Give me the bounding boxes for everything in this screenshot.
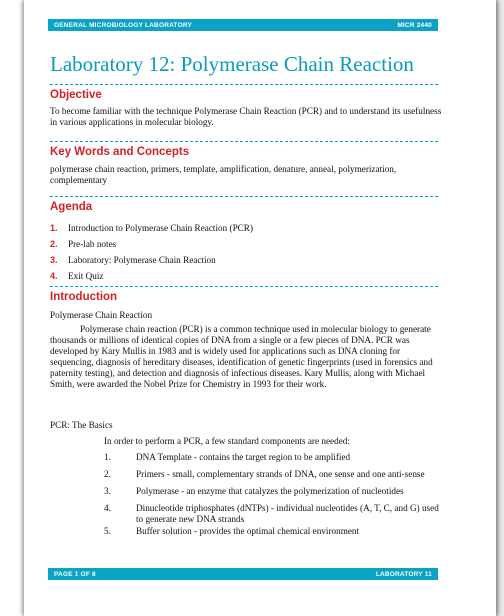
objective-heading: Objective <box>50 89 102 101</box>
list-item <box>50 252 253 268</box>
introduction-paragraph: Polymerase chain reaction (PCR) is a common technique used in molecular biology to generate thousands or millions of identical copies of DNA from a single or a few pieces of DNA. PCR was developed by Kary Mullis in 1983 and is widely used for applications such as DNA cloning for sequencing, diagnosis of hereditary diseases, identification of genetic fingerprints (used in forensics and paternity testing), and detection and diagnosis of infectious diseases. Kary Mullis, along with Michael Smith, were awarded the Nobel Prize for Chemistry in 1993 for their work. <box>50 324 433 389</box>
list-text: Primers - small, complementary strands of DNA, one sense and one anti-sense <box>136 469 425 479</box>
list-number: 2. <box>104 469 111 479</box>
agenda-list <box>50 220 253 284</box>
list-number: 3. <box>50 255 58 265</box>
list-number: 3. <box>104 486 111 496</box>
divider <box>50 141 438 142</box>
list-text: Buffer solution - provides the optimal chemical environment <box>136 526 360 536</box>
list-text: Dinucleotide triphosphates (dNTPs) - individual nucleotides (A, T, C, and G) used to generate new DNA strands <box>136 503 439 524</box>
list-item <box>50 220 253 236</box>
divider <box>50 196 438 197</box>
list-number: 2. <box>50 239 58 249</box>
introduction-subheading: Polymerase Chain Reaction <box>50 310 153 320</box>
list-label: Introduction to Polymerase Chain Reaction (PCR) <box>68 223 253 233</box>
list-item <box>104 526 446 540</box>
list-number: 4. <box>104 503 111 513</box>
list-item <box>104 452 446 469</box>
page-header-bar <box>48 19 438 31</box>
list-number: 4. <box>50 271 58 281</box>
introduction-heading: Introduction <box>50 291 118 303</box>
components-list <box>104 452 446 540</box>
list-item <box>50 236 253 252</box>
footer-lab-number: LABORATORY 11 <box>375 570 432 578</box>
list-number: 5. <box>104 526 111 536</box>
list-number: 1. <box>50 223 58 233</box>
keywords-heading: Key Words and Concepts <box>50 146 190 158</box>
list-item <box>104 503 446 526</box>
list-item <box>104 486 446 503</box>
basics-intro: In order to perform a PCR, a few standard components are needed: <box>104 436 350 446</box>
keywords-text: polymerase chain reaction, primers, template, amplification, denature, anneal, polymerization, complementary <box>50 164 397 185</box>
list-item <box>50 268 253 284</box>
divider <box>50 286 438 287</box>
agenda-heading: Agenda <box>50 201 93 213</box>
list-label: Exit Quiz <box>68 271 104 281</box>
footer-page-number: PAGE 1 OF 8 <box>54 570 96 578</box>
header-course-code: MICR 2440 <box>397 21 432 29</box>
list-text: DNA Template - contains the target region to be amplified <box>136 452 351 462</box>
basics-heading: PCR: The Basics <box>50 420 113 430</box>
list-label: Laboratory: Polymerase Chain Reaction <box>68 255 216 265</box>
header-course-title: GENERAL MICROBIOLOGY LABORATORY <box>54 21 193 29</box>
list-item <box>104 469 446 486</box>
list-label: Pre-lab notes <box>68 239 117 249</box>
divider <box>50 84 438 85</box>
list-text: Polymerase - an enzyme that catalyzes the polymerization of nucleotides <box>136 486 404 496</box>
objective-text: To become familiar with the technique Polymerase Chain Reaction (PCR) and to understand its usefulness in various applications in molecular biology. <box>50 106 442 127</box>
document-sheet <box>24 0 496 616</box>
page-title: Laboratory 12: Polymerase Chain Reaction <box>50 52 414 76</box>
page-footer-bar <box>48 568 438 580</box>
list-number: 1. <box>104 452 111 462</box>
